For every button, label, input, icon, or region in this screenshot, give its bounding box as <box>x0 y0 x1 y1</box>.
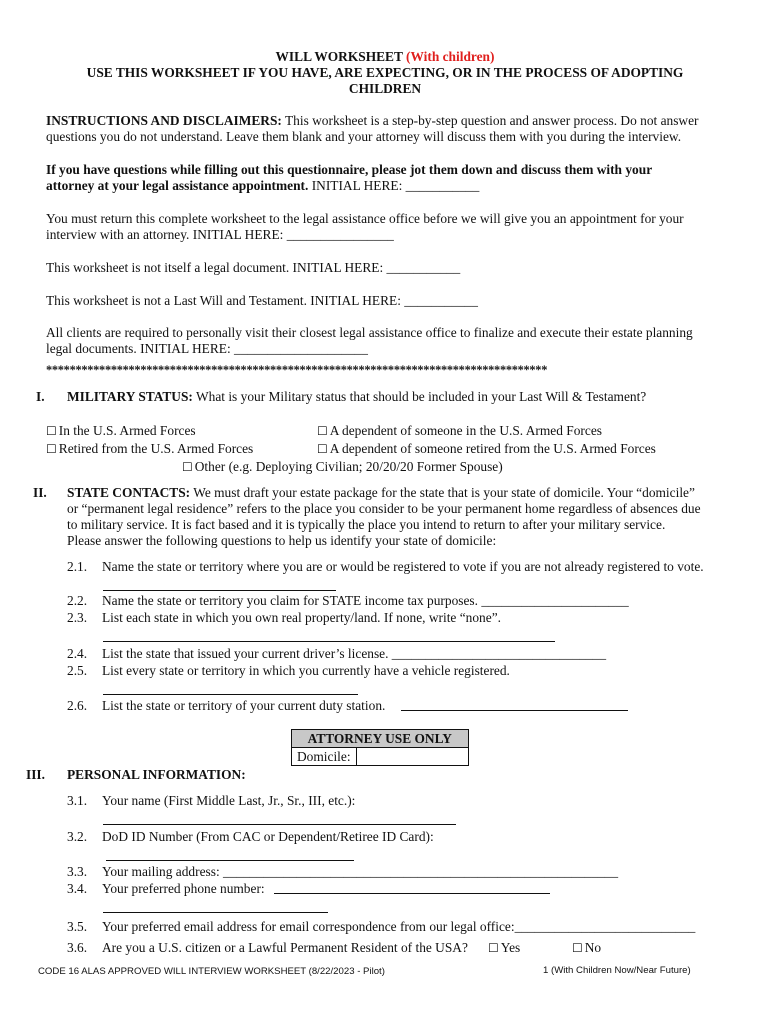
checkbox-icon[interactable]: ☐ <box>182 460 193 474</box>
item-3-5-number: 3.5. <box>67 919 88 934</box>
initial-field-2[interactable]: interview with an attorney. INITIAL HERE: ________________ <box>46 227 394 242</box>
item-2-4-field[interactable]: List the state that issued your current driver’s license. ________________________________ <box>102 646 607 661</box>
item-3-2-text: DoD ID Number (From CAC or Dependent/Retiree ID Card): <box>102 829 434 844</box>
section2-numeral: II. <box>33 485 47 500</box>
section3-numeral: III. <box>26 767 45 782</box>
item-3-6-number: 3.6. <box>67 940 88 955</box>
item-2-2-field[interactable]: Name the state or territory you claim for STATE income tax purposes. ______________________ <box>102 593 629 608</box>
option-dependent-active[interactable]: ☐ A dependent of someone in the U.S. Armed Forces <box>317 423 602 438</box>
section2-para-line4: Please answer the following questions to help us identify your state of domicile: <box>67 533 497 548</box>
item-2-4-number: 2.4. <box>67 646 88 661</box>
item-2-6-number: 2.6. <box>67 698 88 713</box>
item-3-4-answer-line-2[interactable] <box>103 901 328 917</box>
checkbox-icon[interactable]: ☐ <box>317 424 328 438</box>
item-2-5-answer-line[interactable] <box>103 683 358 699</box>
section2-para-line2: or “permanent legal residence” refers to the place you consider to be your permanent home regardless of absences due <box>67 501 701 516</box>
questions-line1: If you have questions while filling out this questionnaire, please jot them down and discuss them with your <box>46 162 653 177</box>
item-2-3-number: 2.3. <box>67 610 88 625</box>
instructions-line1: INSTRUCTIONS AND DISCLAIMERS: This worksheet is a step-by-step question and answer process. Do not answer <box>46 113 699 128</box>
return-line1: You must return this complete worksheet to the legal assistance office before we will give you an appointment for your <box>46 211 684 226</box>
checkbox-icon[interactable]: ☐ <box>46 442 57 456</box>
attorney-use-only-header: ATTORNEY USE ONLY <box>292 730 469 748</box>
section3-heading: PERSONAL INFORMATION: <box>67 767 246 782</box>
option-other[interactable]: ☐ Other (e.g. Deploying Civilian; 20/20/20 Former Spouse) <box>182 459 503 474</box>
item-3-4-answer-line[interactable] <box>274 882 550 898</box>
checkbox-icon[interactable]: ☐ <box>46 424 57 438</box>
citizen-yes-option[interactable]: ☐ Yes <box>488 940 521 955</box>
separator-stars: ************************************************************************************* <box>46 363 548 377</box>
item-3-2-number: 3.2. <box>67 829 88 844</box>
section2-para-line3: to military service. It is fact based and it is typically the place you intend to return to after your military service. <box>67 517 666 532</box>
item-3-1-number: 3.1. <box>67 793 88 808</box>
item-2-3-text: List each state in which you own real property/land. If none, write “none”. <box>102 610 501 625</box>
title-with-children: (With children) <box>406 49 495 64</box>
section1-heading: MILITARY STATUS: What is your Military status that should be included in your Last Will & Testament? <box>67 389 647 404</box>
checkbox-icon[interactable]: ☐ <box>572 941 583 955</box>
item-2-5-text: List every state or territory in which you currently have a vehicle registered. <box>102 663 510 678</box>
checkbox-icon[interactable]: ☐ <box>488 941 499 955</box>
attorney-use-only-box <box>291 729 469 766</box>
visit-line1: All clients are required to personally visit their closest legal assistance office to finalize and execute their estate planning <box>46 325 693 340</box>
domicile-label: Domicile: <box>292 748 357 766</box>
initial-field-5[interactable]: legal documents. INITIAL HERE: ____________________ <box>46 341 368 356</box>
item-2-1-text: Name the state or territory where you are or would be registered to vote if you are not already registered to vote. <box>102 559 704 574</box>
item-3-1-answer-line[interactable] <box>103 813 456 829</box>
item-2-2-number: 2.2. <box>67 593 88 608</box>
citizen-no-option[interactable]: ☐ No <box>572 940 602 955</box>
section2-heading: STATE CONTACTS: We must draft your estate package for the state that is your state of domicile. Your “domicile” <box>67 485 695 500</box>
item-3-6-text: Are you a U.S. citizen or a Lawful Permanent Resident of the USA? <box>102 940 468 955</box>
item-3-1-text: Your name (First Middle Last, Jr., Sr., III, etc.): <box>102 793 356 808</box>
questions-line2: attorney at your legal assistance appointment. INITIAL HERE: ___________ <box>46 178 480 193</box>
item-3-2-answer-line[interactable] <box>106 849 354 865</box>
instructions-line2: questions you do not understand. Leave them blank and your attorney will discuss them with you during the interview. <box>46 129 682 144</box>
initial-field-3[interactable]: This worksheet is not itself a legal document. INITIAL HERE: ___________ <box>46 260 461 275</box>
option-retired[interactable]: ☐ Retired from the U.S. Armed Forces <box>46 441 254 456</box>
footer-page-number: 1 (With Children Now/Near Future) <box>543 965 691 976</box>
item-3-5-field[interactable]: Your preferred email address for email correspondence from our legal office:___________________________ <box>102 919 696 934</box>
initial-field-4[interactable]: This worksheet is not a Last Will and Testament. INITIAL HERE: ___________ <box>46 293 478 308</box>
worksheet-title <box>0 49 770 65</box>
section1-numeral: I. <box>36 389 45 404</box>
footer-form-code: CODE 16 ALAS APPROVED WILL INTERVIEW WORKSHEET (8/22/2023 - Pilot) <box>38 966 385 977</box>
item-2-6-answer-line[interactable] <box>401 699 628 715</box>
item-3-4-number: 3.4. <box>67 881 88 896</box>
initial-field-1[interactable]: INITIAL HERE: ___________ <box>308 178 480 193</box>
title-subtitle: USE THIS WORKSHEET IF YOU HAVE, ARE EXPECTING, OR IN THE PROCESS OF ADOPTING <box>86 65 684 80</box>
item-3-3-number: 3.3. <box>67 864 88 879</box>
option-active-duty[interactable]: ☐ In the U.S. Armed Forces <box>46 423 196 438</box>
title-subtitle-cont: CHILDREN <box>348 81 422 96</box>
item-2-3-answer-line[interactable] <box>103 630 555 646</box>
item-2-1-number: 2.1. <box>67 559 88 574</box>
option-dependent-retired[interactable]: ☐ A dependent of someone retired from the U.S. Armed Forces <box>317 441 656 456</box>
item-2-5-number: 2.5. <box>67 663 88 678</box>
item-3-3-field[interactable]: Your mailing address: ___________________________________________________________ <box>102 864 619 879</box>
checkbox-icon[interactable]: ☐ <box>317 442 328 456</box>
item-3-4-text: Your preferred phone number: <box>102 881 265 896</box>
title-main: WILL WORKSHEET <box>275 49 407 64</box>
domicile-field[interactable] <box>356 748 468 766</box>
item-2-6-text: List the state or territory of your current duty station. <box>102 698 386 713</box>
